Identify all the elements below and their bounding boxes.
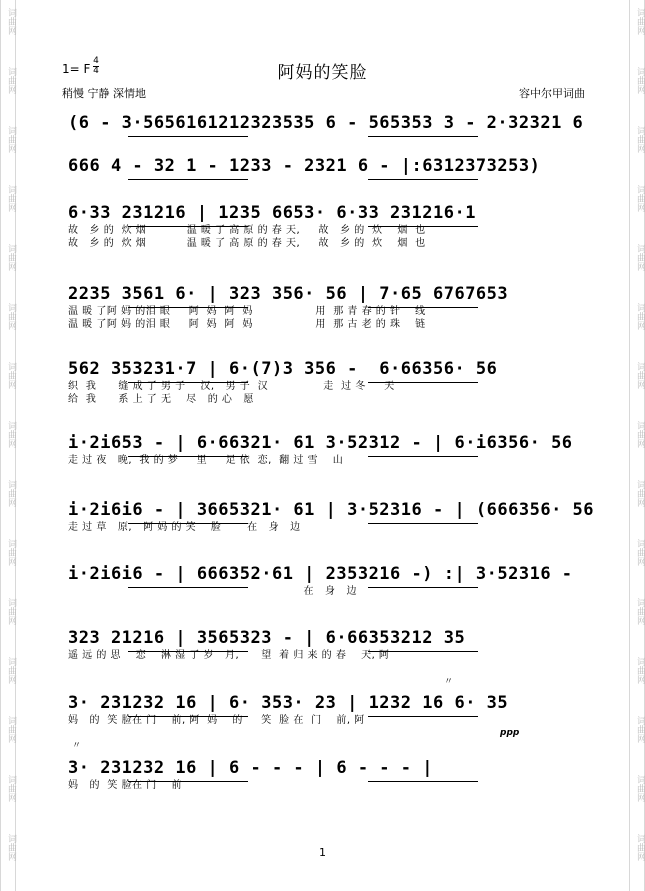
lyric-line: 故 乡 的 炊 烟 温 暖 了 高 原 的 春 天, 故 乡 的 炊 烟 也 bbox=[68, 238, 426, 249]
beam-line bbox=[368, 587, 478, 588]
note-sequence: 6·33 231216 | 1235 6653· 6·33 231216·1 bbox=[68, 203, 476, 223]
beam-line bbox=[368, 523, 478, 524]
watermark-text: 词曲网 bbox=[6, 421, 16, 448]
composer-credit: 容中尔甲词曲 bbox=[519, 87, 585, 100]
score-line bbox=[68, 155, 578, 177]
beam-line bbox=[128, 307, 248, 308]
beam-line bbox=[368, 307, 478, 308]
watermark-text: 词曲网 bbox=[6, 539, 16, 566]
watermark-text: 词曲网 bbox=[635, 421, 645, 448]
lyric-line: 妈 的 笑 脸在 门 前, 阿 妈 的 笑 脸 在 门 前, 阿 bbox=[68, 715, 365, 726]
note-sequence: 3· 231232 16 | 6 - - - | 6 - - - | bbox=[68, 758, 433, 778]
watermark-text: 词曲网 bbox=[6, 834, 16, 861]
note-sequence: (6 - 3·5656161212323535 6 - 565353 3 - 2·32321 6 bbox=[68, 113, 584, 133]
watermark-text: 词曲网 bbox=[6, 362, 16, 389]
score-line bbox=[68, 283, 578, 331]
beam-line bbox=[128, 226, 248, 227]
watermark-text: 词曲网 bbox=[635, 362, 645, 389]
score-line bbox=[68, 432, 578, 467]
caesura-mark-2: 〃 bbox=[72, 741, 82, 751]
watermark-text: 词曲网 bbox=[6, 185, 16, 212]
watermark-text: 词曲网 bbox=[635, 67, 645, 94]
lyric-line: 走 过 夜 晚, 我 的 梦 里 足 依 恋, 翻 过 雪 山 bbox=[68, 455, 344, 466]
note-sequence: i·2i6i6 - | 3665321· 61 | 3·52316 - | (666356· 56 bbox=[68, 500, 595, 520]
watermark-text: 词曲网 bbox=[635, 716, 645, 743]
lyric-line: 在 身 边 bbox=[68, 586, 358, 597]
watermark-text: 词曲网 bbox=[635, 303, 645, 330]
watermark-text: 词曲网 bbox=[6, 8, 16, 35]
note-sequence: i·2i653 - | 6·66321· 61 3·52312 - | 6·i6356· 56 bbox=[68, 433, 573, 453]
caesura-mark: 〃 bbox=[444, 677, 454, 687]
watermark-text: 词曲网 bbox=[6, 598, 16, 625]
lyric-line: 遥 远 的 思 恋 淋 湿 了 岁 月, 望 着 归 来 的 春 天, 阿 bbox=[68, 650, 390, 661]
score-line bbox=[68, 112, 584, 134]
dynamic-ppp: ppp bbox=[500, 728, 520, 738]
score-line bbox=[68, 627, 578, 662]
score-line bbox=[68, 202, 578, 250]
beam-line bbox=[128, 523, 248, 524]
watermark-text: 词曲网 bbox=[635, 480, 645, 507]
note-sequence: 562 353231·7 | 6·(7)3 356 - 6·66356· 56 bbox=[68, 359, 498, 379]
watermark-text: 词曲网 bbox=[635, 834, 645, 861]
watermark-text: 词曲网 bbox=[635, 244, 645, 271]
beam-line bbox=[128, 716, 248, 717]
watermark-text: 词曲网 bbox=[6, 244, 16, 271]
meter-bottom: 4 bbox=[93, 66, 99, 76]
watermark-text: 词曲网 bbox=[635, 185, 645, 212]
beam-line bbox=[128, 587, 248, 588]
score-line bbox=[68, 499, 595, 534]
note-sequence: i·2i6i6 - | 666352·61 | 2353216 -) :| 3·52316 - bbox=[68, 564, 573, 584]
watermark-text: 词曲网 bbox=[635, 8, 645, 35]
watermark-text: 词曲网 bbox=[6, 775, 16, 802]
beam-line bbox=[368, 226, 478, 227]
score-line bbox=[68, 563, 578, 598]
beam-line bbox=[128, 781, 248, 782]
lyric-line: 温 暖 了阿 妈 的泪 眼 阿 妈 阿 妈 用 那 古 老 的 珠 链 bbox=[68, 319, 426, 330]
score-line bbox=[68, 692, 578, 727]
score-header bbox=[0, 0, 645, 110]
beam-line bbox=[368, 179, 478, 180]
beam-line bbox=[368, 651, 478, 652]
lyric-line: 织 我 缝 成 了 男 子 汉, 男 子 汉 走 过 冬 天 bbox=[68, 381, 395, 392]
note-sequence: 666 4 - 32 1 - 1233 - 2321 6 - |:6312373253) bbox=[68, 156, 541, 176]
watermark-text: 词曲网 bbox=[6, 716, 16, 743]
beam-line bbox=[368, 781, 478, 782]
watermark-text: 词曲网 bbox=[635, 775, 645, 802]
tempo-marking: 稍慢 宁静 深情地 bbox=[62, 87, 146, 100]
watermark-text: 词曲网 bbox=[635, 598, 645, 625]
watermark-text: 词曲网 bbox=[6, 126, 16, 153]
page-number: 1 bbox=[319, 846, 326, 859]
beam-line bbox=[368, 382, 478, 383]
score-line bbox=[68, 757, 578, 792]
beam-line bbox=[128, 179, 248, 180]
lyric-line: 给 我 系 上 了 无 尽 的 心 愿 bbox=[68, 394, 254, 405]
watermark-text: 词曲网 bbox=[6, 480, 16, 507]
beam-line bbox=[128, 456, 248, 457]
beam-line bbox=[368, 136, 478, 137]
lyric-line: 妈 的 笑 脸在 门 前 bbox=[68, 780, 182, 791]
beam-line bbox=[128, 382, 248, 383]
watermark-text: 词曲网 bbox=[635, 539, 645, 566]
time-signature bbox=[93, 57, 99, 76]
note-sequence: 2235 3561 6· | 323 356· 56 | 7·65 6767653 bbox=[68, 284, 509, 304]
key-signature: 1= F bbox=[62, 62, 91, 76]
watermark-text: 词曲网 bbox=[635, 126, 645, 153]
meter-top: 4 bbox=[93, 56, 99, 66]
note-sequence: 3· 231232 16 | 6· 353· 23 | 1232 16 6· 35 bbox=[68, 693, 509, 713]
watermark-text: 词曲网 bbox=[6, 67, 16, 94]
beam-line bbox=[368, 716, 478, 717]
lyric-line: 走 过 草 原, 阿 妈 的 笑 脸 在 身 边 bbox=[68, 522, 301, 533]
beam-line bbox=[128, 136, 248, 137]
watermark-text: 词曲网 bbox=[635, 657, 645, 684]
watermark-text: 词曲网 bbox=[6, 657, 16, 684]
beam-line bbox=[128, 651, 248, 652]
beam-line bbox=[368, 456, 478, 457]
note-sequence: 323 21216 | 3565323 - | 6·66353212 35 bbox=[68, 628, 466, 648]
lyric-line: 故 乡 的 炊 烟 温 暖 了 高 原 的 春 天, 故 乡 的 炊 烟 也 bbox=[68, 225, 426, 236]
song-title: 阿妈的笑脸 bbox=[277, 63, 368, 83]
watermark-text: 词曲网 bbox=[6, 303, 16, 330]
lyric-line: 温 暖 了阿 妈 的泪 眼 阿 妈 阿 妈 用 那 青 春 的 针 线 bbox=[68, 306, 426, 317]
score-line bbox=[68, 358, 578, 406]
